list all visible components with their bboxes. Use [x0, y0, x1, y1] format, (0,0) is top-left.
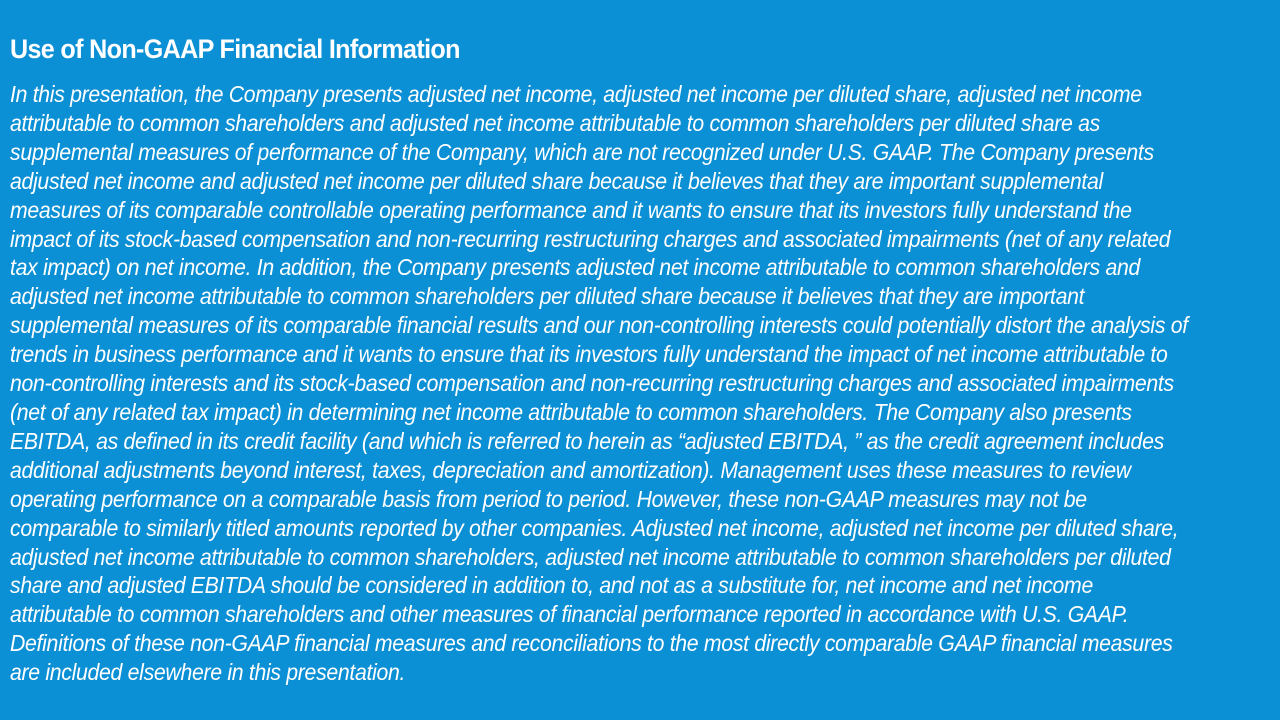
text-line: In this presentation, the Company presents adjusted net income, adjusted net income per diluted share, adjusted net income [10, 81, 1142, 107]
text-line: (net of any related tax impact) in determining net income attributable to common shareholders. The Company also presents [10, 398, 1132, 425]
text-line: trends in business performance and it wants to ensure that its investors fully understand the impact of net income attributable to [10, 341, 1168, 368]
text-line: measures of its comparable controllable operating performance and it wants to ensure that its investors fully understand the [10, 196, 1132, 223]
text-line: Definitions of these non-GAAP financial measures and reconciliations to the most directly comparable GAAP financial measures [10, 630, 1173, 657]
text-line: supplemental measures of its comparable financial results and our non-controlling interests could potentially distort the analysis of [10, 312, 1188, 339]
text-line: share and adjusted EBITDA should be considered in addition to, and not as a substitute for, net income and net income [10, 572, 1093, 599]
disclaimer-text [10, 80, 1280, 687]
text-line: non-controlling interests and its stock-based compensation and non-recurring restructuring charges and associated impairments [10, 370, 1174, 397]
text-line: additional adjustments beyond interest, taxes, depreciation and amortization). Management uses these measures to review [10, 456, 1131, 483]
text-line: adjusted net income attributable to common shareholders per diluted share because it believes that they are important [10, 283, 1085, 310]
text-line: comparable to similarly titled amounts reported by other companies. Adjusted net income, adjusted net income per diluted share, [10, 514, 1179, 541]
text-line: impact of its stock-based compensation and non-recurring restructuring charges and associated impairments (net of any related [10, 225, 1171, 252]
text-line: adjusted net income attributable to common shareholders, adjusted net income attributable to common shareholders per diluted [10, 543, 1171, 570]
slide-title: Use of Non-GAAP Financial Information [10, 34, 460, 64]
text-line: adjusted net income and adjusted net income per diluted share because it believes that they are important supplemental [10, 167, 1103, 194]
text-line: tax impact) on net income. In addition, the Company presents adjusted net income attributable to common shareholders and [10, 254, 1141, 281]
text-line: attributable to common shareholders and other measures of financial performance reported in accordance with U.S. GAAP. [10, 601, 1129, 628]
text-line: attributable to common shareholders and adjusted net income attributable to common shareholders per diluted share as [10, 109, 1100, 136]
text-line: EBITDA, as defined in its credit facility (and which is referred to herein as “adjusted EBITDA, ” as the credit agreement includes [10, 427, 1164, 454]
text-line: operating performance on a comparable basis from period to period. However, these non-GAAP measures may not be [10, 485, 1087, 512]
text-line: are included elsewhere in this presentation. [10, 659, 406, 686]
text-line: supplemental measures of performance of the Company, which are not recognized under U.S. GAAP. The Company presents [10, 138, 1154, 165]
